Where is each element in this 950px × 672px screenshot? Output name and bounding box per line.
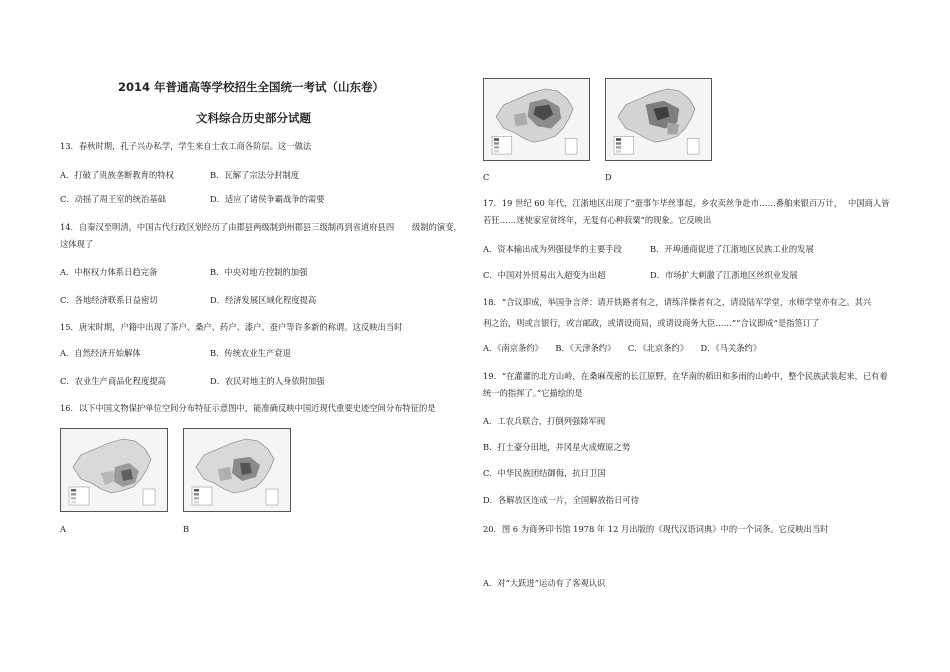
map-option-a xyxy=(60,428,168,512)
q14-option-c: C．各地经济联系日益密切 xyxy=(60,295,158,305)
q15-option-b: B．传统农业生产衰退 xyxy=(210,348,291,358)
q18-stem-line2: 利之治，则或言银行，或言邮政，或请设商局，或请设商务大臣……”“合议即成”是指签订了 xyxy=(483,318,820,328)
exam-title: 2014 年普通高等学校招生全国统一考试（山东卷） xyxy=(118,80,385,94)
q15-option-d: D．农民对地主的人身依附加强 xyxy=(210,376,325,386)
q14-stem-line2: 这体现了 xyxy=(60,239,94,249)
china-map-image xyxy=(484,79,589,160)
q14-stem-line1b: 级制的演变， xyxy=(412,222,462,232)
q17-stem-line1b: 中国商人皆 xyxy=(848,198,890,208)
q14-option-b: B．中央对地方控制的加强 xyxy=(210,267,308,277)
q15-option-c: C．农业生产商品化程度提高 xyxy=(60,376,166,386)
q17-option-b: B．开埠通商促进了江浙地区民族工业的发展 xyxy=(650,244,814,254)
map-b-label: B xyxy=(183,524,190,534)
q19-stem-line1: 19．“在灌灌的北方山岭，在桑麻茂密的长江原野，在华南的稻田和多雨的山岭中，整个民族武装起来，已有着 xyxy=(483,371,888,381)
q17-option-d: D．市场扩大刺激了江浙地区丝织业发展 xyxy=(650,270,798,280)
china-map-image xyxy=(606,79,711,160)
q20-stem: 20．图 6 为商务印书馆 1978 年 12 月出版的《现代汉语词典》中的一个词条。它反映出当时 xyxy=(483,524,829,534)
q13-option-c: C．动摇了周王室的统治基础 xyxy=(60,194,166,204)
q13-stem: 13．春秋时期，孔子兴办私学，学生来自士农工商各阶层。这一做法 xyxy=(60,141,312,151)
map-d-label: D xyxy=(605,172,612,182)
q14-option-d: D．经济发展区域化程度提高 xyxy=(210,295,317,305)
q18-stem-line1: 18．“合议即成，举国争言斧：请开铁路者有之，请练洋操者有之，请设陆军学堂，水师学堂亦有之。其兴 xyxy=(483,297,872,307)
q19-option-c: C．中华民族团结御侮，抗日卫国 xyxy=(483,468,606,478)
q17-stem-line2: 若狂……迷使家室贫终年，无复有心种菽粟”的现象。它反映出 xyxy=(483,215,712,225)
exam-subtitle: 文科综合历史部分试题 xyxy=(196,111,311,125)
q17-stem-line1: 17．19 世纪 60 年代，江浙地区出现了“蚕事乍毕丝事起，乡农卖丝争赴市……番舶来银百万计， xyxy=(483,198,843,208)
q20-option-a: A．对“大跃进”运动有了客观认识 xyxy=(483,578,606,588)
q14-stem-line1: 14．自秦汉至明清，中国古代行政区划经历了由郡县两级制到州郡县三级制再到省道府县四 xyxy=(60,222,395,232)
q13-option-a: A．打破了贵族垄断教育的特权 xyxy=(60,170,174,180)
q17-option-a: A．资本输出成为列强侵华的主要手段 xyxy=(483,244,622,254)
q19-option-d: D．各解放区连成一片，全国解放指日可待 xyxy=(483,495,639,505)
q15-stem: 15．唐宋时期，户籍中出现了茶户、桑户、药户、漆户、蚕户等许多新的称谓。这反映出当时 xyxy=(60,322,403,332)
map-option-d xyxy=(605,78,712,161)
q18-options: A．《南京条约》 B．《天津条约》 C．《北京条约》 D．《马关条约》 xyxy=(483,343,762,353)
china-map-image xyxy=(184,429,290,511)
map-option-b xyxy=(183,428,291,512)
q17-option-c: C．中国对外贸易出入超变为出超 xyxy=(483,270,606,280)
map-option-c xyxy=(483,78,590,161)
q19-option-a: A．工农兵联合，打倒列强除军阀 xyxy=(483,416,606,426)
q13-option-d: D．适应了诸侯争霸战争的需要 xyxy=(210,194,325,204)
china-map-image xyxy=(61,429,167,511)
q19-option-b: B．打土豪分田地，井冈星火成燎原之势 xyxy=(483,442,631,452)
q14-option-a: A．中枢权力体系日趋完备 xyxy=(60,267,158,277)
q15-option-a: A．自然经济开始解体 xyxy=(60,348,141,358)
q16-stem: 16．以下中国文物保护单位空间分布特征示意图中，能准确反映中国近现代重要史迹空间分布特征的是 xyxy=(60,403,436,413)
map-c-label: C xyxy=(483,172,490,182)
map-a-label: A xyxy=(60,524,66,534)
q19-stem-line2: 统一的指挥了。”它描绘的是 xyxy=(483,388,583,398)
q13-option-b: B．瓦解了宗法分封制度 xyxy=(210,170,300,180)
